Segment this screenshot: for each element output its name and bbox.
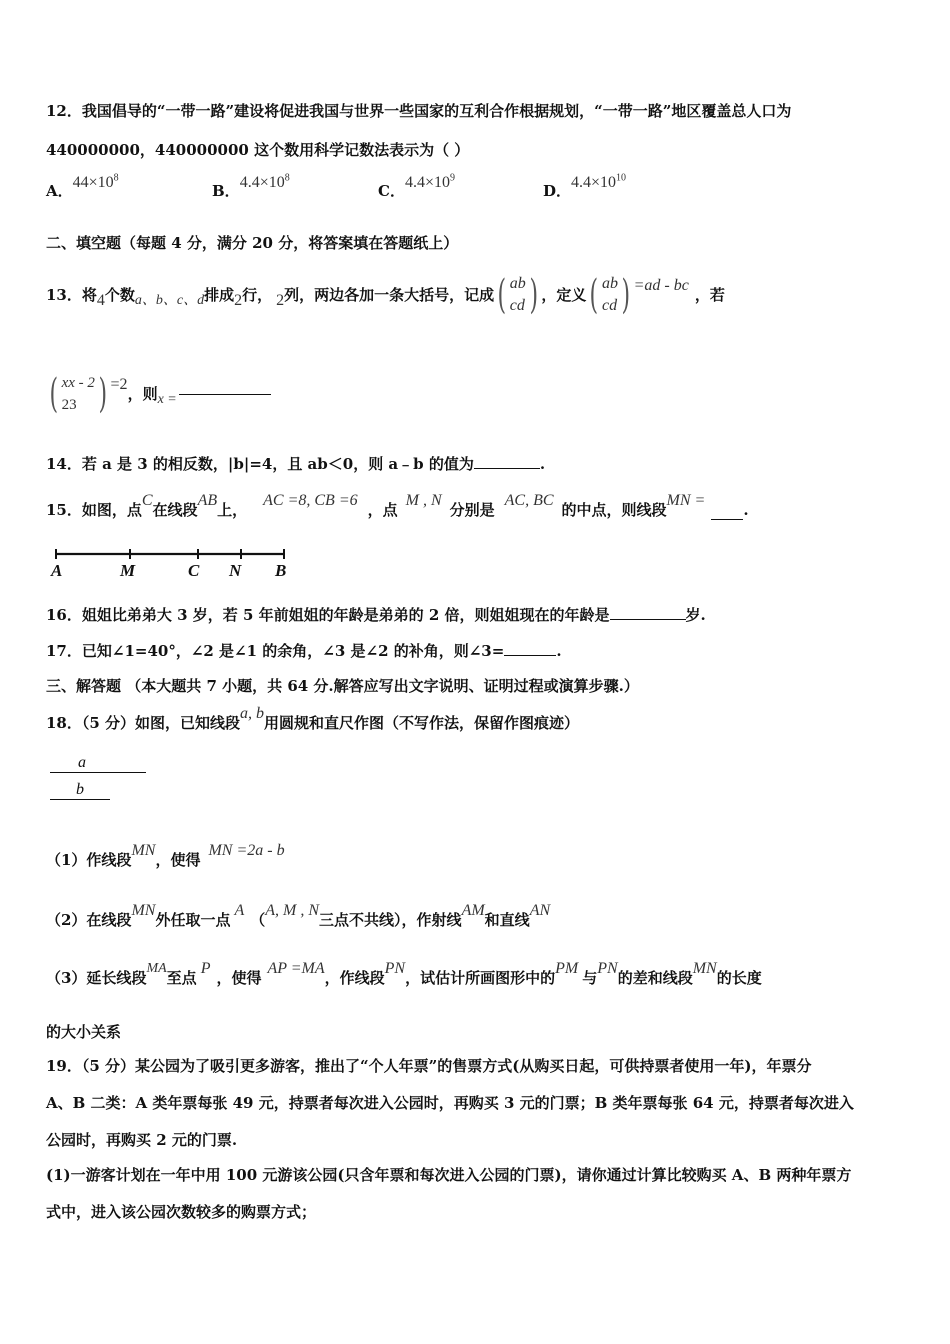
q19-line2: A、B 二类：A 类年票每张 49 元，持票者每次进入公园时，再购买 3 元的门票；B 类年票每张 64 元，持票者每次进入 — [46, 1094, 854, 1112]
q16-answer-blank[interactable] — [610, 619, 686, 620]
q13-answer-blank[interactable] — [179, 394, 271, 395]
q13-line1: 13．将 4 个数 a、b、c、d 排成 2 行， 2 列，两边各加一条大括号，记成 ( ab cd ) ，定义 ( ab cd ) =ad - bc ，若 — [46, 272, 725, 318]
segment-b-label: b — [76, 781, 84, 798]
label-n: N — [229, 561, 242, 580]
q14-answer-blank[interactable] — [474, 468, 540, 469]
q12-line1: 12．我国倡导的“一带一路”建设将促进我国与世界一些国家的互利合作根据规划，“一带一路”地区覆盖总人口为 — [46, 102, 792, 120]
segment-ab-diagram — [46, 543, 296, 583]
matrix-definition: ( ab cd ) — [589, 272, 631, 318]
q17-answer-blank[interactable] — [504, 655, 556, 656]
q18-part2: （2）在线段 MN 外任取一点 A （ A, M , N 三点不共线），作射线 AM 和直线 AN — [46, 902, 551, 929]
q12-option-c: C．$4.4\times 10^9$ — [378, 172, 455, 200]
matrix-equation: ( xx - 2 23 ) — [49, 371, 108, 417]
q12-option-a: A．$44\times 10^8$ — [46, 172, 119, 200]
q15-figure — [46, 543, 296, 583]
q18-part1: （1）作线段 MN ，使得 MN =2a - b — [46, 842, 285, 869]
section-2-heading: 二、填空题（每题 4 分，满分 20 分，将答案填在答题纸上） — [46, 234, 459, 252]
q13-line2: ( xx - 2 23 ) =2 ，则 x = — [46, 368, 910, 420]
q19-line3: 公园时，再购买 2 元的门票. — [46, 1131, 238, 1149]
matrix-abcd: ( ab cd ) — [497, 272, 538, 318]
q19-line4: (1)一游客计划在一年中用 100 元游该公园(只含年票和每次进入公园的门票)，请你通过计算比较购买 A、B 两种年票方 — [46, 1166, 852, 1184]
q15-answer-blank[interactable] — [711, 519, 743, 520]
q18-stem: 18．（5 分）如图，已知线段 a, b 用圆规和直尺作图（不写作法，保留作图痕迹） — [46, 705, 580, 732]
q12-line2: 440000000，440000000 这个数用科学记数法表示为（ ） — [46, 141, 470, 159]
q12-option-b: B．$4.4\times 10^8$ — [212, 172, 290, 200]
q17: 17．已知∠1=40°，∠2 是∠1 的余角，∠3 是∠2 的补角，则∠3= . — [46, 642, 562, 660]
label-a: A — [51, 561, 63, 580]
q19-line1: 19．（5 分）某公园为了吸引更多游客，推出了“个人年票”的售票方式(从购买日起，可供持票者使用一年)，年票分 — [46, 1057, 812, 1075]
q18-part3: （3）延长线段 MA 至点 P ，使得 AP =MA ，作线段 PN ，试估计所画图形中的 PM 与 PN 的差和线段 MN 的长度 — [46, 960, 762, 987]
label-b: B — [275, 561, 287, 580]
segment-b — [50, 781, 110, 805]
q19-line5: 式中，进入该公园次数较多的购票方式； — [46, 1203, 317, 1221]
label-c: C — [188, 561, 200, 580]
q12-option-d: D．$4.4\times 10^{10}$ — [543, 172, 627, 200]
q16: 16．姐姐比弟弟大 3 岁，若 5 年前姐姐的年龄是弟弟的 2 倍，则姐姐现在的年龄是 岁. — [46, 606, 706, 624]
segment-a — [50, 754, 146, 778]
section-3-heading: 三、解答题 （本大题共 7 小题，共 64 分.解答应写出文字说明、证明过程或演算步骤.） — [46, 677, 639, 695]
q14: 14．若 a 是 3 的相反数，|b|=4，且 ab＜0，则 a﹣b 的值为 . — [46, 455, 546, 473]
segment-a-label: a — [78, 754, 86, 771]
q15: 15．如图，点 C 在线段 AB 上， AC =8, CB =6 ，点 M , N 分别是 AC, BC 的中点，则线段 MN = . — [46, 492, 749, 519]
label-m: M — [120, 561, 136, 580]
q18-part3-line2: 的大小关系 — [46, 1023, 122, 1041]
